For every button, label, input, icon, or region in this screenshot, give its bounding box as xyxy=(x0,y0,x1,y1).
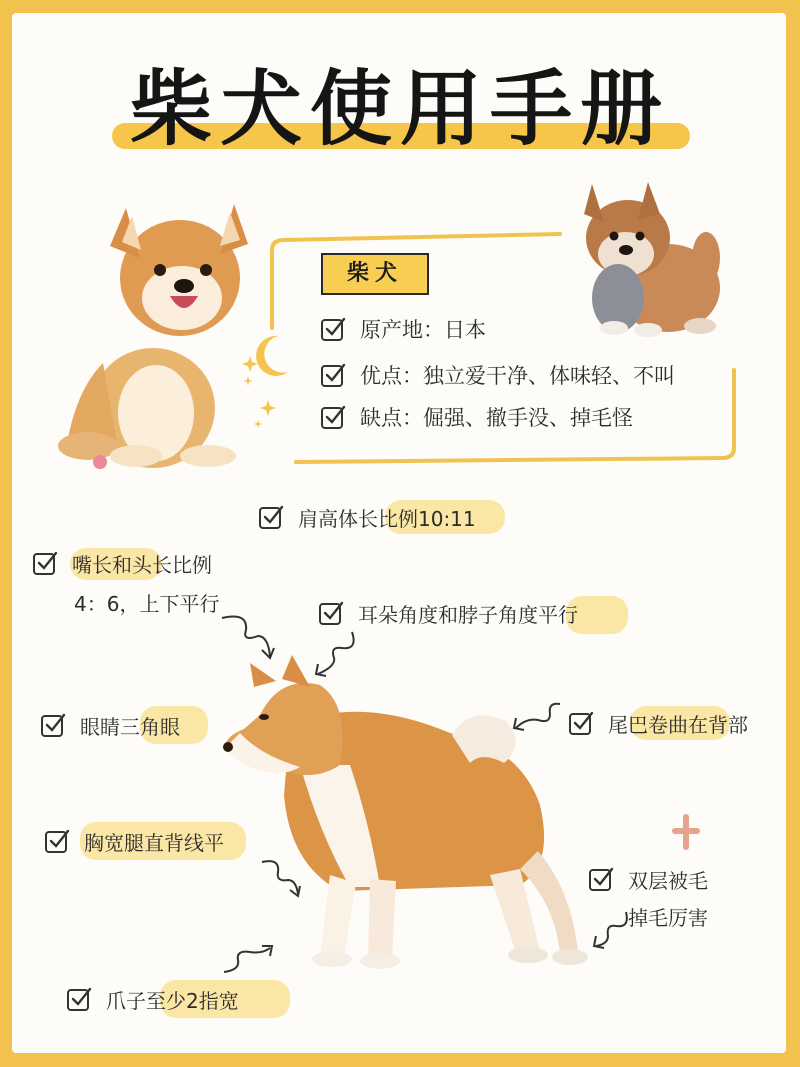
feature-muzzle-ratio-detail: 4：6，上下平行 xyxy=(74,592,220,616)
cons-row xyxy=(320,400,633,434)
curly-arrow-icon xyxy=(258,858,302,898)
origin-text: 原产地：日本 xyxy=(360,318,486,342)
check-icon xyxy=(320,404,346,430)
shiba-puppy-sitting-image xyxy=(48,188,248,470)
check-icon xyxy=(32,550,58,576)
origin-row xyxy=(320,312,486,346)
check-icon xyxy=(258,504,284,530)
feature-text: 胸宽腿直背线平 xyxy=(84,830,224,855)
feature-ear-angle xyxy=(318,596,578,630)
feature-eyes xyxy=(40,708,180,742)
curly-arrow-icon xyxy=(590,908,630,950)
feature-text: 嘴长和头长比例 xyxy=(72,552,212,577)
feature-double-coat xyxy=(588,862,708,896)
curly-arrow-icon xyxy=(220,944,276,976)
breed-tag: 柴犬 xyxy=(321,253,429,295)
feature-text: 耳朵角度和脖子角度平行 xyxy=(358,602,578,627)
check-icon xyxy=(318,600,344,626)
cons-text: 缺点：倔强、撤手没、掉毛怪 xyxy=(360,406,633,430)
feature-chest xyxy=(44,824,224,858)
feature-paw xyxy=(66,982,239,1016)
curly-arrow-icon xyxy=(218,612,278,662)
feature-text: 肩高体长比例10:11 xyxy=(298,506,476,531)
feature-text: 眼睛三角眼 xyxy=(80,714,180,739)
moon-stars-icon xyxy=(238,332,294,428)
pros-text: 优点：独立爱干净、体味轻、不叫 xyxy=(360,364,675,388)
title-area xyxy=(0,55,800,165)
check-icon xyxy=(44,828,70,854)
check-icon xyxy=(320,362,346,388)
curly-arrow-icon xyxy=(510,700,562,734)
feature-text: 尾巴卷曲在背部 xyxy=(608,712,748,737)
page-title: 柴犬使用手册 xyxy=(129,62,670,157)
curly-arrow-icon xyxy=(312,628,358,678)
feature-muzzle-ratio xyxy=(32,546,212,580)
pros-row xyxy=(320,358,675,392)
check-icon xyxy=(66,986,92,1012)
feature-tail xyxy=(568,706,748,740)
feature-shedding: 掉毛厉害 xyxy=(628,906,708,930)
check-icon xyxy=(40,712,66,738)
feature-shoulder-ratio xyxy=(258,500,476,534)
check-icon xyxy=(320,316,346,342)
feature-text: 爪子至少2指宽 xyxy=(106,988,239,1013)
plus-icon xyxy=(672,814,700,850)
check-icon xyxy=(588,866,614,892)
feature-text: 双层被毛 xyxy=(628,868,708,893)
